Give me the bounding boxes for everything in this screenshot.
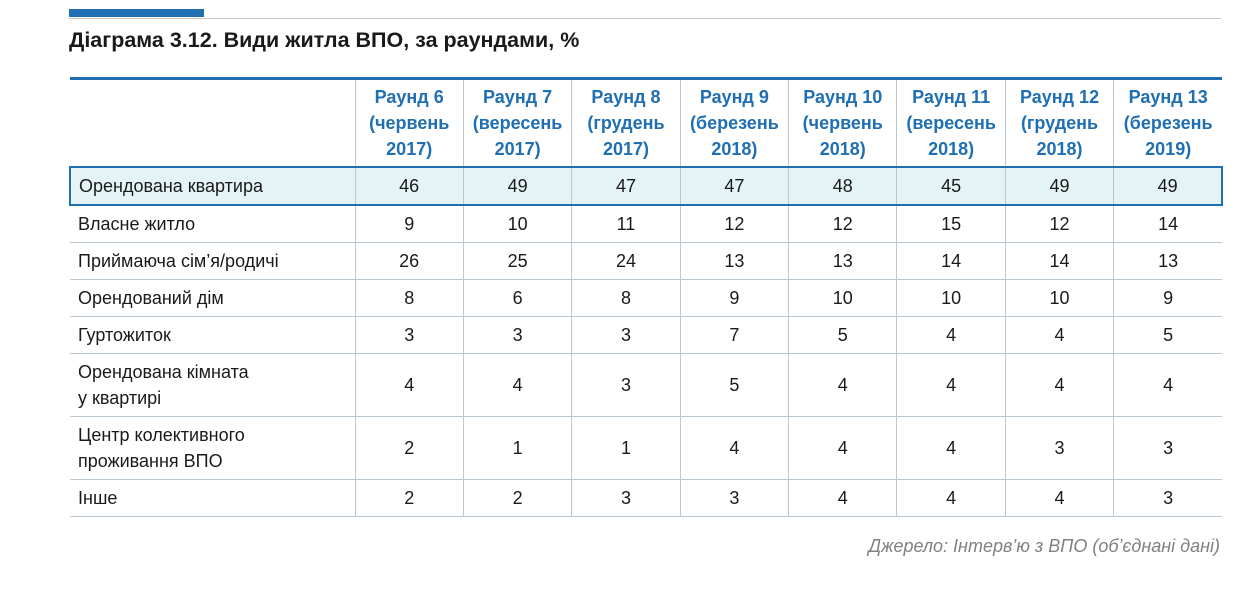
row-label xyxy=(70,417,355,480)
value-cell: 3 xyxy=(463,317,571,354)
value-cell: 10 xyxy=(463,205,571,243)
value-cell: 4 xyxy=(897,417,1005,480)
value-cell: 49 xyxy=(1114,167,1222,205)
value-cell: 8 xyxy=(572,280,680,317)
value-cell: 13 xyxy=(1114,243,1222,280)
value-cell: 12 xyxy=(680,205,788,243)
value-cell: 1 xyxy=(572,417,680,480)
value-cell: 4 xyxy=(789,417,897,480)
value-cell: 4 xyxy=(897,480,1005,517)
column-header-line: 2018) xyxy=(1036,139,1083,159)
value-cell: 2 xyxy=(355,480,463,517)
column-header xyxy=(463,79,571,168)
value-cell: 3 xyxy=(572,354,680,417)
value-cell: 13 xyxy=(789,243,897,280)
column-header xyxy=(1114,79,1222,168)
value-cell: 24 xyxy=(572,243,680,280)
value-cell: 46 xyxy=(355,167,463,205)
column-header-line: (грудень xyxy=(1020,113,1099,133)
column-header-line: (березень xyxy=(689,113,779,133)
column-header-line: (червень xyxy=(369,113,450,133)
value-cell: 4 xyxy=(680,417,788,480)
table-row xyxy=(70,417,1222,480)
value-cell: 14 xyxy=(1114,205,1222,243)
table-row xyxy=(70,480,1222,517)
value-cell: 9 xyxy=(355,205,463,243)
value-cell: 4 xyxy=(789,480,897,517)
value-cell: 3 xyxy=(1114,417,1222,480)
table-row xyxy=(70,243,1222,280)
value-cell: 45 xyxy=(897,167,1005,205)
column-header-line: Раунд 13 xyxy=(1128,87,1208,107)
value-cell: 26 xyxy=(355,243,463,280)
value-cell: 1 xyxy=(463,417,571,480)
column-header-line: 2017) xyxy=(386,139,433,159)
value-cell: 9 xyxy=(680,280,788,317)
value-cell: 12 xyxy=(1005,205,1113,243)
value-cell: 10 xyxy=(789,280,897,317)
value-cell: 8 xyxy=(355,280,463,317)
table-row xyxy=(70,317,1222,354)
column-header xyxy=(355,79,463,168)
value-cell: 4 xyxy=(897,317,1005,354)
value-cell: 3 xyxy=(572,317,680,354)
column-header-line: Раунд 7 xyxy=(483,87,553,107)
value-cell: 4 xyxy=(1005,354,1113,417)
table-row xyxy=(70,280,1222,317)
value-cell: 4 xyxy=(463,354,571,417)
title-accent-bar xyxy=(69,9,204,17)
row-label-line: Орендована квартира xyxy=(79,176,263,196)
column-header xyxy=(1005,79,1113,168)
value-cell: 12 xyxy=(789,205,897,243)
value-cell: 47 xyxy=(572,167,680,205)
column-header-line: (вересень xyxy=(906,113,996,133)
value-cell: 5 xyxy=(680,354,788,417)
value-cell: 3 xyxy=(572,480,680,517)
row-label-line: Гуртожиток xyxy=(78,325,171,345)
value-cell: 6 xyxy=(463,280,571,317)
row-label-line: Центр колективного xyxy=(78,425,245,445)
value-cell: 4 xyxy=(789,354,897,417)
column-header-line: (березень xyxy=(1123,113,1213,133)
row-label-line: проживання ВПО xyxy=(78,451,223,471)
value-cell: 14 xyxy=(897,243,1005,280)
row-label-line: Власне житло xyxy=(78,214,196,234)
row-label xyxy=(70,354,355,417)
row-label-line: Приймаюча сім’я/родичі xyxy=(78,251,279,271)
value-cell: 10 xyxy=(1005,280,1113,317)
column-header xyxy=(572,79,680,168)
column-header-line: (червень xyxy=(802,113,883,133)
housing-types-table xyxy=(69,77,1223,517)
column-header-line: Раунд 8 xyxy=(591,87,661,107)
row-label xyxy=(70,480,355,517)
table-row xyxy=(70,354,1222,417)
column-header-line: Раунд 12 xyxy=(1019,87,1100,107)
value-cell: 4 xyxy=(897,354,1005,417)
column-header-line: 2018) xyxy=(819,139,866,159)
value-cell: 5 xyxy=(789,317,897,354)
row-label-header xyxy=(70,79,355,168)
value-cell: 9 xyxy=(1114,280,1222,317)
column-header-line: Раунд 10 xyxy=(803,87,883,107)
top-divider xyxy=(69,18,1221,19)
value-cell: 3 xyxy=(355,317,463,354)
column-header-line: 2017) xyxy=(494,139,541,159)
value-cell: 3 xyxy=(680,480,788,517)
value-cell: 5 xyxy=(1114,317,1222,354)
value-cell: 13 xyxy=(680,243,788,280)
value-cell: 47 xyxy=(680,167,788,205)
row-label-line: у квартирі xyxy=(78,388,162,408)
value-cell: 7 xyxy=(680,317,788,354)
value-cell: 14 xyxy=(1005,243,1113,280)
row-label xyxy=(70,317,355,354)
column-header-line: 2018) xyxy=(711,139,758,159)
value-cell: 49 xyxy=(463,167,571,205)
value-cell: 11 xyxy=(572,205,680,243)
row-label xyxy=(70,167,355,205)
value-cell: 2 xyxy=(463,480,571,517)
value-cell: 4 xyxy=(1005,480,1113,517)
row-label-line: Орендований дім xyxy=(78,288,224,308)
row-label xyxy=(70,205,355,243)
row-label-line: Інше xyxy=(78,488,118,508)
column-header-line: Раунд 9 xyxy=(699,87,769,107)
value-cell: 10 xyxy=(897,280,1005,317)
value-cell: 48 xyxy=(789,167,897,205)
value-cell: 49 xyxy=(1005,167,1113,205)
table-body xyxy=(70,167,1222,517)
column-header-line: 2019) xyxy=(1145,139,1192,159)
value-cell: 3 xyxy=(1114,480,1222,517)
chart-title: Діаграма 3.12. Види житла ВПО, за раундами, % xyxy=(69,28,580,52)
column-header-line: (вересень xyxy=(472,113,563,133)
value-cell: 4 xyxy=(1005,317,1113,354)
source-note: Джерело: Інтерв’ю з ВПО (об’єднані дані) xyxy=(868,536,1220,556)
row-label xyxy=(70,243,355,280)
value-cell: 2 xyxy=(355,417,463,480)
value-cell: 3 xyxy=(1005,417,1113,480)
column-header-line: 2018) xyxy=(928,139,975,159)
column-header-line: Раунд 6 xyxy=(374,87,444,107)
row-label xyxy=(70,280,355,317)
column-header-line: Раунд 11 xyxy=(912,87,991,107)
column-header xyxy=(897,79,1005,168)
value-cell: 15 xyxy=(897,205,1005,243)
column-header-line: 2017) xyxy=(602,139,649,159)
row-label-line: Орендована кімната xyxy=(78,362,249,382)
header-row xyxy=(70,79,1222,168)
column-header xyxy=(680,79,788,168)
column-header xyxy=(789,79,897,168)
column-header-line: (грудень xyxy=(587,113,665,133)
value-cell: 25 xyxy=(463,243,571,280)
value-cell: 4 xyxy=(355,354,463,417)
table-row xyxy=(70,205,1222,243)
value-cell: 4 xyxy=(1114,354,1222,417)
table-row xyxy=(70,167,1222,205)
